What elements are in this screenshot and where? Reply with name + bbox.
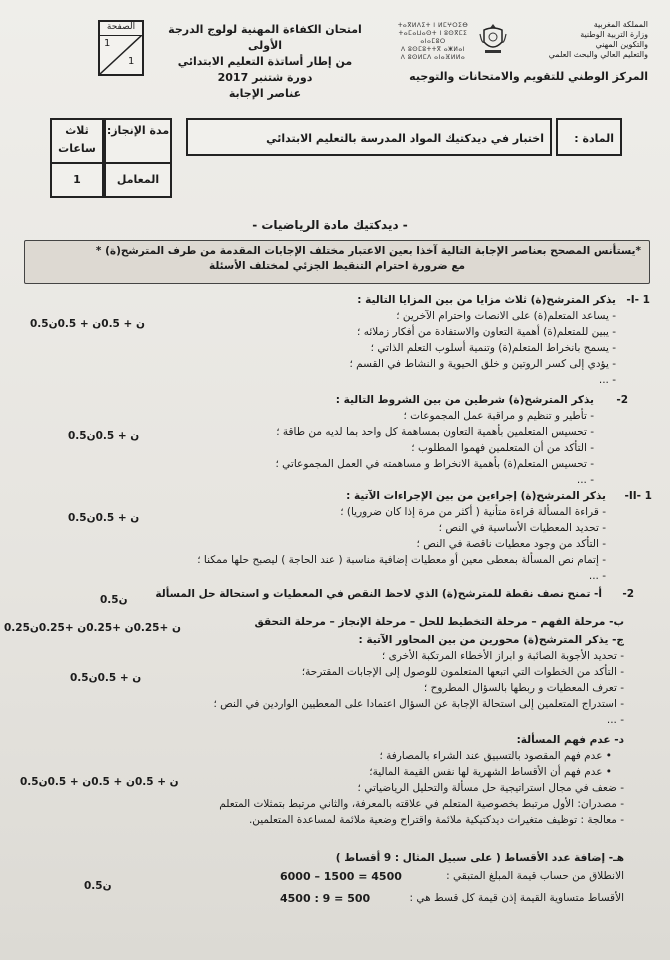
equation-remaining: 6000 – 1500 = 4500 <box>280 870 402 883</box>
answer-item: • عدم فهم المقصود بالتسبيق عند الشراء بالمصارفة ؛ <box>379 750 612 762</box>
answer-item: - مصدران: الأول مرتبط بخصوصية المتعلم في علاقته بالمعرفة، والثاني مرتبط بتمثلات المتعلم <box>219 798 624 810</box>
question-number: I- 1- <box>626 294 650 306</box>
answer-item: - قراءة المسألة قراءة متأنية ( أكثر من مرة إذا كان ضروريا) ؛ <box>340 506 606 518</box>
duration-label-text: مدة الإنجاز: <box>106 124 170 137</box>
page-number-box <box>98 20 144 76</box>
answer-item: - ... <box>598 374 616 386</box>
answer-line: الأقساط متساوية القيمة إذن قيمة كل قسط هي : <box>409 892 624 904</box>
subject-value: اختبار في ديدكتيك المواد المدرسة بالتعليم الابتدائي <box>186 118 552 156</box>
answer-item: - تحسيس المتعلمين بأهمية التعاون بمساهمة كل واحد بما لديه من طاقة ؛ <box>276 426 594 438</box>
score-I1: 0.5ن + 0.5ن + 0.5ن <box>30 318 145 330</box>
answer-item: - يبين للمتعلم(ة) أهمية التعاون والاستفادة من أفكار زملائه ؛ <box>357 326 616 338</box>
duration-value <box>50 118 104 164</box>
kingdom-emblem-icon <box>478 22 508 56</box>
answer-II2-e <box>160 850 624 866</box>
question-intro: يذكر المترشح(ة) ثلاث مزايا من بين المزايا التالية : <box>357 294 616 306</box>
answer-item: - إتمام نص المسألة بمعطى معين أو معطيات إضافية مناسبة ( عند الحاجة ) ليصبح حلها ممكنا ؛ <box>197 554 606 566</box>
answer-II2-b: ب- مرحلة الفهم – مرحلة التخطيط للحل – مرحلة الإنجاز – مرحلة التحقق <box>254 616 624 628</box>
question-intro: د- عدم فهم المسألة: <box>516 734 624 746</box>
answer-item: - ... <box>588 570 606 582</box>
ministry-line: وزارة التربية الوطنية <box>580 30 648 39</box>
ministry-block <box>520 20 648 60</box>
page-current: 1 <box>104 38 111 49</box>
answer-line: الانطلاق من حساب قيمة المبلغ المتبقي : <box>446 870 624 882</box>
answer-item: - ... <box>576 474 594 486</box>
page-label: الصفحة <box>100 22 142 36</box>
tifinagh-line: ⵜⴰⵎⴰⵡⴰⵙⵜ ⵏ ⵓⵙⴳⵎⵉ ⴰⵏⴰⵎⵓⵔ <box>398 30 468 45</box>
exam-frame: من إطار أساتذة التعليم الابتدائي <box>177 55 353 68</box>
question-number: II- 1- <box>624 490 652 502</box>
score-II2-d: 0.5ن + 0.5ن + 0.5ن + 0.5ن <box>20 776 179 788</box>
answer-item: - يسمح بانخراط المتعلم(ة) وتنمية أسلوب التعلم الذاتي ؛ <box>370 342 616 354</box>
answer-II2-c <box>150 632 624 728</box>
answer-item: - تحديد المعطيات الأساسية في النص ؛ <box>438 522 606 534</box>
grader-note <box>24 240 650 284</box>
subject-table <box>50 118 622 198</box>
question-number: 2- <box>622 588 634 600</box>
center-name: المركز الوطني للتقويم والامتحانات والتوجيه <box>409 70 648 83</box>
coefficient-value: 1 <box>50 162 104 198</box>
question-intro: يذكر المترشح(ة) شرطين من بين الشروط التالية : <box>335 394 594 406</box>
answer-item: - استدراج المتعلمين إلى استحالة الإجابة عن السؤال اعتمادا على المعطيين الواردين في النص ؛ <box>213 698 624 710</box>
score-II1: 0.5ن + 0.5ن <box>68 512 140 524</box>
tifinagh-line: ⴷ ⵓⵙⵍⵎⴷ ⴰⵏⴰⴼⵍⵍⴰ <box>400 54 466 61</box>
answer-item: • عدم فهم أن الأقساط الشهرية لها نفس القيمة المالية؛ <box>369 766 612 778</box>
question-intro: هـ- إضافة عدد الأقساط ( على سبيل المثال : 9 أقساط ) <box>335 852 624 864</box>
question-I1 <box>160 292 616 388</box>
doc-type: عناصر الإجابة <box>228 87 302 100</box>
answer-item: - التأكد من وجود معطيات ناقصة في النص ؛ <box>416 538 606 550</box>
exam-session: دورة شتنبر 2017 <box>217 71 313 84</box>
question-II1 <box>150 488 606 584</box>
score-II2-a: 0.5ن <box>100 594 128 606</box>
duration-text: ثلاث ساعات <box>58 124 96 155</box>
question-intro: ج- يذكر المترشح(ة) محورين من بين المحاور الآتية : <box>358 634 624 646</box>
answer-II2-a: أ- تمنح نصف نقطة للمترشح(ة) الذي لاحظ النقص في المعطيات و استحالة حل المسألة <box>155 588 602 600</box>
note-line: *يستأنس المصحح بعناصر الإجابة التالية آخذا بعين الاعتبار مختلف الإجابات المقدمة من طرف المترشح(ة) * <box>95 245 641 257</box>
answer-item: - تحسيس المتعلم(ة) بأهمية الانخراط و مساهمته في العمل المجموعاتي ؛ <box>275 458 594 470</box>
answer-item: - يساعد المتعلم(ة) على الانصات واحترام الآخرين ؛ <box>396 310 616 322</box>
score-II2-c: 0.5ن + 0.5ن <box>70 672 142 684</box>
subject-label: المادة : <box>556 118 622 156</box>
score-I2: 0.5ن + 0.5ن <box>68 430 140 442</box>
ministry-line: المملكة المغربية <box>593 20 648 29</box>
exam-title: امتحان الكفاءة المهنية لولوج الدرجة الأولى <box>168 23 362 52</box>
ministry-line: والتكوين المهني <box>595 40 648 49</box>
question-intro: يذكر المترشح(ة) إجراءين من بين الإجراءات الآتية : <box>346 490 606 502</box>
answer-item: - التأكد من أن المتعلمين فهموا المطلوب ؛ <box>411 442 594 454</box>
exam-header <box>150 22 380 102</box>
answer-item: - تأطير و تنظيم و مراقبة عمل المجموعات ؛ <box>403 410 594 422</box>
duration-label <box>104 118 172 164</box>
answer-item: - التأكد من الخطوات التي اتبعها المتعلمون للوصول إلى الإجابات المقترحة؛ <box>301 666 624 678</box>
tifinagh-line: ⴷ ⵓⵙⵎⵓⵜⵜⴳ ⴰⵥⵍⴰⵏ <box>400 46 466 53</box>
ministry-line: والتعليم العالي والبحث العلمي <box>548 50 648 59</box>
answer-item: - ضعف في مجال استراتيجية حل مسألة والتحليل الرياضياتي ؛ <box>357 782 624 794</box>
tifinagh-block <box>392 22 474 62</box>
answer-II2-d <box>130 732 624 828</box>
answer-item: - يؤدي إلى كسر الروتين و خلق الحيوية و النشاط في القسم ؛ <box>349 358 616 370</box>
answer-item: - تعرف المعطيات و ربطها بالسؤال المطروح ؛ <box>423 682 624 694</box>
equation-installment: 4500 : 9 = 500 <box>280 892 371 905</box>
answer-item: - معالجة : توظيف متغيرات ديدكتيكية ملائمة واقتراح وضعية ملائمة لمساعدة المتعلمين. <box>248 814 624 826</box>
answer-item: - ... <box>606 714 624 726</box>
score-II2-e: 0.5ن <box>84 880 112 892</box>
page-total: 1 <box>128 56 135 67</box>
coefficient-label: المعامل <box>104 162 172 198</box>
answer-item: - تحديد الأجوبة الصائبة و ابراز الأخطاء المرتكبة الأخرى ؛ <box>381 650 624 662</box>
section-title: - ديدكتيك مادة الرياضيات - <box>252 218 408 232</box>
question-I2 <box>150 392 594 488</box>
score-II2-b: 0.25ن +0.25ن +0.25ن +0.25ن <box>4 622 181 634</box>
note-line: مع ضرورة احترام التنقيط الجزئي لمختلف الأسئلة <box>208 260 466 272</box>
question-number: 2- <box>616 394 628 406</box>
tifinagh-line: ⵜⴰⴳⵍⴷⵉⵜ ⵏ ⵍⵎⵖⵔⵉⴱ <box>397 22 469 29</box>
